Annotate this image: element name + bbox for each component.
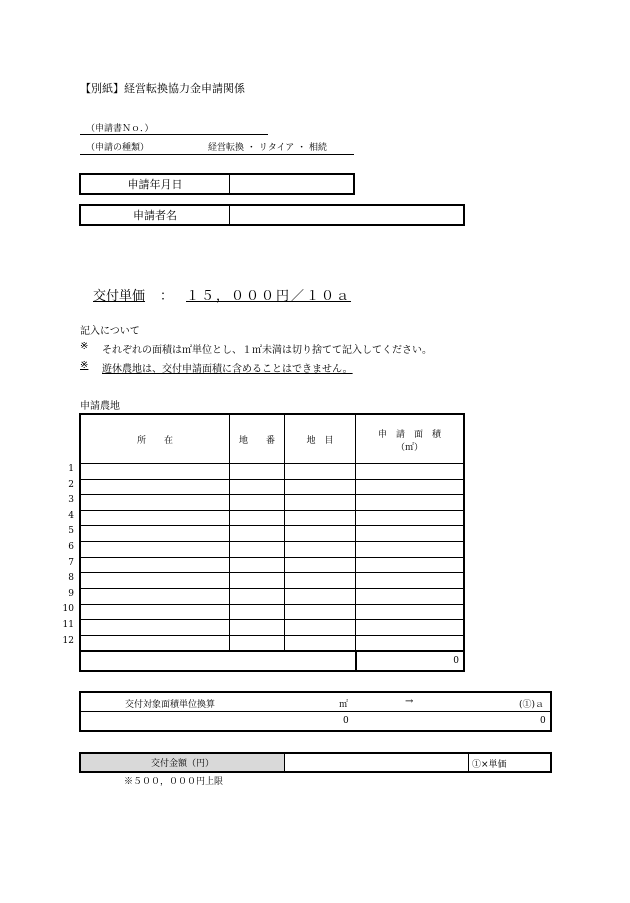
farmland-table — [79, 413, 465, 672]
note-1-text: それぞれの面積は㎡単位とし、１㎡未満は切り捨てて記入してください。 — [102, 345, 432, 356]
application-number-underline — [80, 134, 268, 135]
application-type-underline — [80, 154, 354, 155]
page-title: 【別紙】経営転換協力金申請関係 — [80, 82, 245, 95]
application-date-label: 申請年月日 — [127, 178, 183, 191]
unit-m2: ㎡ — [339, 700, 349, 710]
area-conversion-table — [79, 691, 552, 732]
column-divider — [355, 415, 356, 651]
applicant-name-input[interactable] — [233, 208, 459, 222]
row-line — [81, 604, 463, 605]
grant-amount-input[interactable] — [289, 756, 464, 769]
row-line — [81, 479, 463, 480]
row-number: 4 — [68, 511, 74, 521]
application-date-input[interactable] — [233, 177, 351, 191]
converted-are-value: 0 — [540, 716, 546, 726]
farmland-section-label: 申請農地 — [80, 401, 120, 412]
application-type-label: （申請の種類） — [86, 143, 150, 153]
row-line — [81, 494, 463, 495]
row-line — [81, 510, 463, 511]
row-number: 3 — [68, 495, 74, 505]
applicant-name-box — [79, 204, 465, 226]
note-2-text: 遊休農地は、交付申請面積に含めることはできません。 — [102, 364, 353, 375]
unit-are: (①)ａ — [519, 700, 545, 710]
row-line — [81, 572, 463, 573]
column-header-applied-area: 申 請 面 積 （㎡） — [377, 430, 441, 453]
note-2-mark: ※ — [80, 360, 89, 371]
applicant-name-label: 申請者名 — [133, 209, 177, 222]
unit-price-value: １５，０００円／１０ａ — [186, 289, 352, 304]
divider — [229, 206, 230, 224]
row-divider — [81, 711, 550, 712]
divider — [468, 754, 469, 771]
row-number: 11 — [62, 620, 74, 630]
notes-heading: 記入について — [80, 326, 140, 337]
arrow-icon: → — [405, 696, 414, 707]
row-number: 6 — [68, 542, 74, 552]
row-line — [81, 635, 463, 636]
row-line — [81, 525, 463, 526]
application-date-box — [79, 173, 355, 195]
row-number: 2 — [68, 480, 74, 490]
row-line — [81, 588, 463, 589]
column-divider — [284, 415, 285, 651]
row-number: 12 — [62, 636, 74, 646]
header-divider — [81, 463, 463, 464]
row-number: 1 — [68, 464, 74, 474]
column-header-lot-number: 地 番 — [238, 435, 275, 446]
row-number: 7 — [68, 558, 74, 568]
row-line — [81, 557, 463, 558]
conversion-label: 交付対象面積単位換算 — [125, 700, 216, 710]
column-header-location: 所 在 — [136, 435, 173, 446]
row-line — [81, 619, 463, 620]
grant-amount-label: 交付金額（円） — [81, 754, 284, 771]
application-number-label: （申請書Ｎｏ．） — [86, 124, 154, 134]
row-number: 9 — [68, 589, 74, 599]
row-number: 8 — [68, 573, 74, 583]
total-row-divider — [81, 650, 463, 652]
grant-cap-note: ※５００，０００円上限 — [124, 777, 224, 787]
row-line — [81, 541, 463, 542]
unit-price-label: 交付単価 — [93, 289, 146, 304]
grant-formula: ①×単価 — [472, 760, 507, 770]
unit-price-colon: ： — [160, 289, 174, 304]
divider — [284, 754, 285, 771]
divider — [229, 175, 230, 193]
row-number: 10 — [62, 604, 74, 614]
grant-amount-table — [79, 752, 552, 773]
converted-m2-value: 0 — [343, 716, 349, 726]
application-type-options[interactable]: 経営転換 ・ リタイア ・ 相続 — [208, 143, 327, 153]
total-area-value: 0 — [453, 656, 459, 666]
column-divider — [229, 415, 230, 651]
column-header-land-category: 地 目 — [306, 435, 334, 446]
note-1-mark: ※ — [80, 341, 89, 352]
row-number: 5 — [68, 526, 74, 536]
